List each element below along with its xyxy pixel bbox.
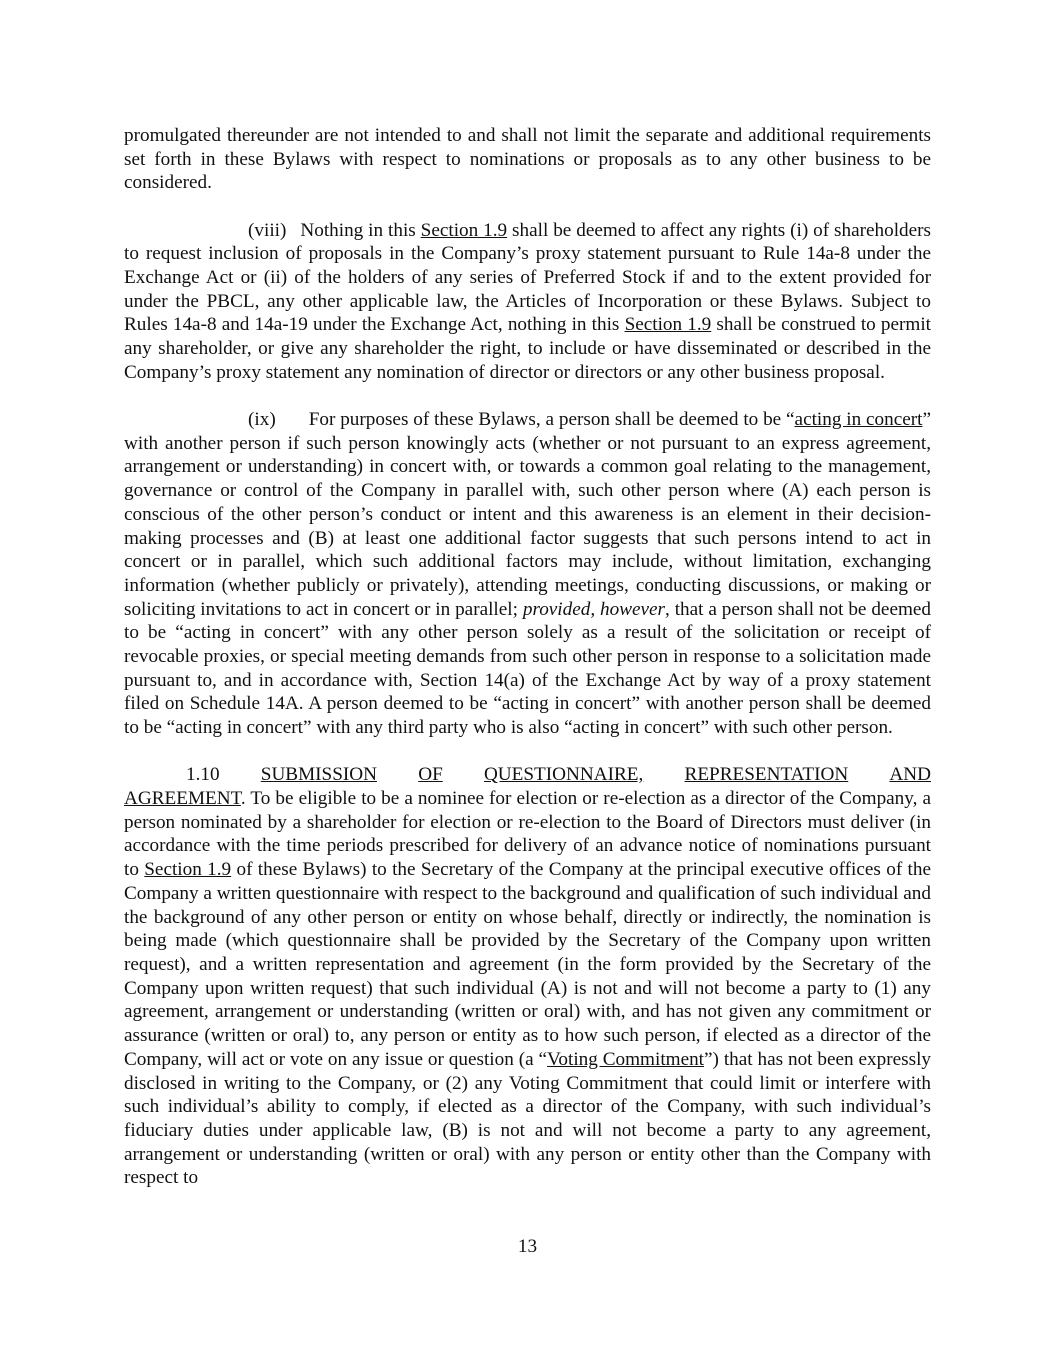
section-heading-line (124, 763, 931, 787)
section-body (124, 787, 931, 1190)
paragraph-text: ” with another person if such person knowingly acts (whether or not pursuant to an express agreement, arrangement or understanding) in concert with, or towards a common goal relating to the management, governance or control of the Company in parallel with, such other person where (A) each person is conscious of the other person’s conduct or intent and this awareness is an element in their decision-making processes and (B) at least one additional factor suggests that such persons intend to act in concert or in parallel, which such additional factors may include, without limitation, exchanging information (whether publicly or privately), attending meetings, conducting discussions, or making or soliciting invitations to act in concert or in parallel; (124, 409, 932, 620)
paragraph-text: For purposes of these Bylaws, a person shall be deemed to be “ (308, 409, 795, 431)
paragraph-ix (124, 408, 931, 740)
proviso-text: provided, however (522, 598, 666, 620)
paragraph-text: promulgated thereunder are not intended to and shall not limit the separate and additional requirements set forth in these Bylaws with respect to nominations or proposals as to any other business to be considered. (124, 125, 931, 194)
section-heading-word: SUBMISSION (260, 764, 378, 786)
section-heading-word: AND (889, 764, 931, 786)
section-heading-word: AGREEMENT (124, 788, 241, 810)
paragraph-text: shall be construed to permit any shareholder, or give any shareholder the right, to include or have disseminated or described in the Company’s proxy statement any nomination of director or directors or any other business proposal. (124, 314, 931, 383)
section-reference: Section 1.9 (420, 219, 508, 241)
section-reference: Section 1.9 (144, 859, 232, 881)
section-number: 1.10 (186, 764, 220, 786)
item-label: (viii) (248, 219, 287, 241)
paragraph-text: ”) that has not been expressly disclosed in writing to the Company, or (2) any Voting Commitment that could limit or interfere with such individual’s ability to comply, if elected as a director of the Company, with such individual’s fiduciary duties under applicable law, (B) is not and will not become a party to any agreement, arrangement or understanding (written or oral) with any person or entity other than the Company with respect to (124, 1048, 931, 1189)
section-heading-word: REPRESENTATION (684, 764, 849, 786)
page-number: 13 (517, 1236, 538, 1257)
defined-term: acting in concert (794, 409, 923, 431)
paragraph-continuation (124, 124, 931, 195)
paragraph-text: shall be deemed to affect any rights (i) of shareholders to request inclusion of proposals in the Company’s proxy statement pursuant to Rule 14a-8 under the Exchange Act or (ii) of the holders of any series of Preferred Stock if and to the extent provided for under the PBCL, any other applicable law, the Articles of Incorporation or these Bylaws. Subject to Rules 14a-8 and 14a-19 under the Exchange Act, nothing in this (124, 219, 931, 336)
section-heading-word: OF (418, 764, 443, 786)
document-page (124, 124, 931, 1190)
section-reference: Section 1.9 (624, 314, 712, 336)
paragraph-text: Nothing in this (300, 219, 421, 241)
item-label: (ix) (248, 409, 276, 431)
paragraph-text: . To be eligible to be a nominee for election or re-election as a director of the Company, a person nominated by a shareholder for election or re-election to the Board of Directors must deliver (in accordance with the time periods prescribed for delivery of an advance notice of nominations pursuant to (124, 788, 931, 881)
section-1-10 (124, 763, 931, 1190)
section-heading-word: QUESTIONNAIRE, (483, 764, 644, 786)
defined-term: Voting Commitment (547, 1048, 705, 1070)
paragraph-viii (124, 219, 931, 385)
paragraph-text: of these Bylaws) to the Secretary of the Company at the principal executive offices of the Company a written questionnaire with respect to the background and qualification of such individual and the background of any other person or entity on whose behalf, directly or indirectly, the nomination is being made (which questionnaire shall be provided by the Secretary of the Company upon written request), and a written representation and agreement (in the form provided by the Secretary of the Company upon written request) that such individual (A) is not and will not become a party to (1) any agreement, arrangement or understanding (written or oral) with, and has not given any commitment or assurance (written or oral) to, any person or entity as to how such person, if elected as a director of the Company, will act or vote on any issue or question (a “ (124, 859, 931, 1070)
paragraph-text: , that a person shall not be deemed to be “acting in concert” with any other person solely as a result of the solicitation or receipt of revocable proxies, or special meeting demands from such other person in response to a solicitation made pursuant to, and in accordance with, Section 14(a) of the Exchange Act by way of a proxy statement filed on Schedule 14A. A person deemed to be “acting in concert” with another person shall be deemed to be “acting in concert” with any third party who is also “acting in concert” with such other person. (124, 598, 931, 739)
